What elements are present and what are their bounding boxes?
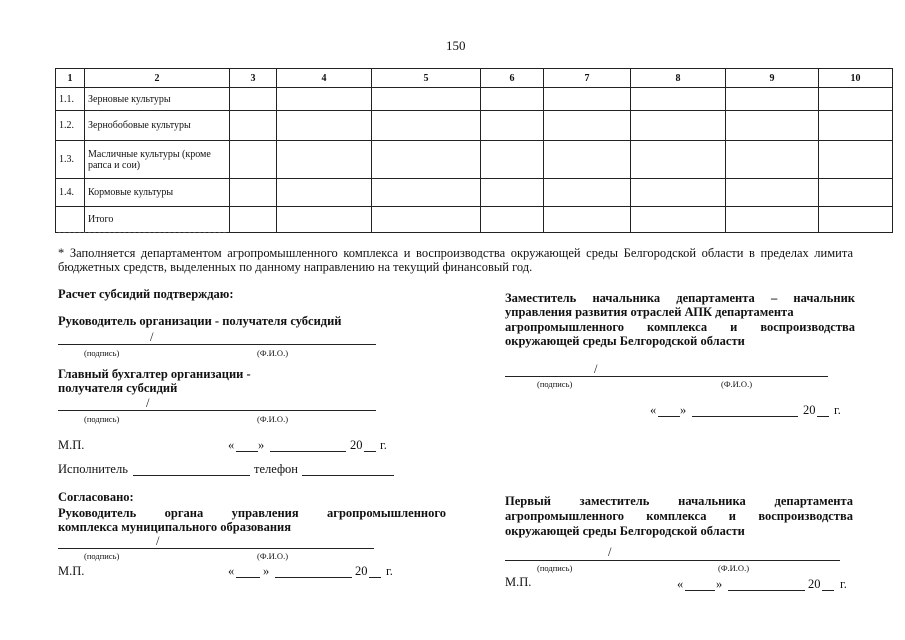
deputy-title-3: агропромышленного комплекса и воспроизводства xyxy=(505,320,855,334)
date-close: » xyxy=(263,564,270,578)
first-deputy-title-3: окружающей среды Белгородской области xyxy=(505,524,745,538)
mp-label: М.П. xyxy=(58,564,85,578)
first-deputy-title-2: агропромышленного комплекса и воспроизводства xyxy=(505,509,853,523)
fio-caption: (Ф.И.О.) xyxy=(257,348,289,358)
signature-caption: (подпись) xyxy=(537,379,573,389)
day-line xyxy=(658,416,680,417)
row-name: Масличные культуры (кроме рапса и сои) xyxy=(85,141,230,179)
mp-label: М.П. xyxy=(505,575,532,589)
day-line xyxy=(236,577,260,578)
chief-title-2: получателя субсидий xyxy=(58,381,178,395)
chief-title-1: Главный бухгалтер организации - xyxy=(58,367,251,381)
date-open: « xyxy=(677,577,684,591)
fio-caption: (Ф.И.О.) xyxy=(257,414,289,424)
mun-title-1: Руководитель органа управления агропромышленного xyxy=(58,506,446,520)
day-line xyxy=(236,451,258,452)
signature-line xyxy=(58,344,376,345)
page-number: 150 xyxy=(446,38,466,53)
head-title: Руководитель организации - получателя субсидий xyxy=(58,314,342,328)
signature-caption: (подпись) xyxy=(84,348,120,358)
month-line xyxy=(728,590,805,591)
year-prefix: 20 xyxy=(355,564,368,578)
row-number xyxy=(56,207,85,233)
fio-caption: (Ф.И.О.) xyxy=(257,551,289,561)
agreed-heading: Согласовано: xyxy=(58,490,134,504)
row-number: 1.3. xyxy=(56,141,85,179)
table-row xyxy=(56,141,893,179)
slash: / xyxy=(146,396,150,410)
deputy-title-2: управления развития отраслей АПК департамента xyxy=(505,305,794,319)
mun-title-2: комплекса муниципального образования xyxy=(58,520,292,534)
phone-line xyxy=(302,475,394,476)
signature-line xyxy=(505,560,840,561)
confirm-heading: Расчет субсидий подтверждаю: xyxy=(58,287,234,301)
table-row xyxy=(56,207,893,233)
column-header: 9 xyxy=(726,69,819,88)
phone-label: телефон xyxy=(254,462,298,476)
column-header: 1 xyxy=(56,69,85,88)
date-open: « xyxy=(228,438,235,452)
year-suffix: г. xyxy=(834,403,841,417)
year-prefix: 20 xyxy=(808,577,821,591)
row-number: 1.4. xyxy=(56,179,85,207)
year-line xyxy=(364,451,376,452)
year-line xyxy=(369,577,381,578)
date-open: « xyxy=(228,564,235,578)
column-header: 2 xyxy=(85,69,230,88)
year-line xyxy=(822,590,834,591)
year-prefix: 20 xyxy=(350,438,363,452)
signature-caption: (подпись) xyxy=(84,551,120,561)
slash: / xyxy=(608,545,612,559)
executor-label: Исполнитель xyxy=(58,462,128,476)
slash: / xyxy=(156,534,160,548)
year-suffix: г. xyxy=(380,438,387,452)
row-name: Итого xyxy=(85,207,230,233)
date-open: « xyxy=(650,403,657,417)
table-row xyxy=(56,88,893,111)
date-close: » xyxy=(716,577,723,591)
row-name: Зернобобовые культуры xyxy=(85,111,230,141)
first-deputy-title-1: Первый заместитель начальника департамента xyxy=(505,494,853,508)
footnote-separator xyxy=(58,232,226,233)
deputy-title-4: окружающей среды Белгородской области xyxy=(505,334,745,348)
fio-caption: (Ф.И.О.) xyxy=(721,379,753,389)
signature-line xyxy=(58,548,374,549)
year-prefix: 20 xyxy=(803,403,816,417)
footnote: * Заполняется департаментом агропромышленного комплекса и воспроизводства окружающей среды Белгородской области в пределах лимита бюджетных средств, выделенных по данному направлению на текущий финансовый год. xyxy=(58,246,853,274)
column-header: 8 xyxy=(631,69,726,88)
day-line xyxy=(685,590,715,591)
column-header: 3 xyxy=(230,69,277,88)
subsidy-table xyxy=(55,68,893,233)
year-suffix: г. xyxy=(840,577,847,591)
mp-label: М.П. xyxy=(58,438,85,452)
signature-line xyxy=(505,376,828,377)
slash: / xyxy=(150,330,154,344)
date-close: » xyxy=(258,438,265,452)
table-row xyxy=(56,111,893,141)
table-row xyxy=(56,179,893,207)
column-header: 4 xyxy=(277,69,372,88)
slash: / xyxy=(594,362,598,376)
table-header-row xyxy=(56,69,893,88)
row-number: 1.2. xyxy=(56,111,85,141)
date-close: » xyxy=(680,403,687,417)
row-number: 1.1. xyxy=(56,88,85,111)
fio-caption: (Ф.И.О.) xyxy=(718,563,750,573)
signature-line xyxy=(58,410,376,411)
executor-line xyxy=(133,475,250,476)
column-header: 10 xyxy=(819,69,893,88)
column-header: 6 xyxy=(481,69,544,88)
row-name: Зерновые культуры xyxy=(85,88,230,111)
year-suffix: г. xyxy=(386,564,393,578)
month-line xyxy=(270,451,346,452)
signature-caption: (подпись) xyxy=(537,563,573,573)
column-header: 5 xyxy=(372,69,481,88)
year-line xyxy=(817,416,829,417)
row-name: Кормовые культуры xyxy=(85,179,230,207)
month-line xyxy=(692,416,798,417)
signature-caption: (подпись) xyxy=(84,414,120,424)
month-line xyxy=(275,577,352,578)
column-header: 7 xyxy=(544,69,631,88)
deputy-title-1: Заместитель начальника департамента – начальник xyxy=(505,291,855,305)
